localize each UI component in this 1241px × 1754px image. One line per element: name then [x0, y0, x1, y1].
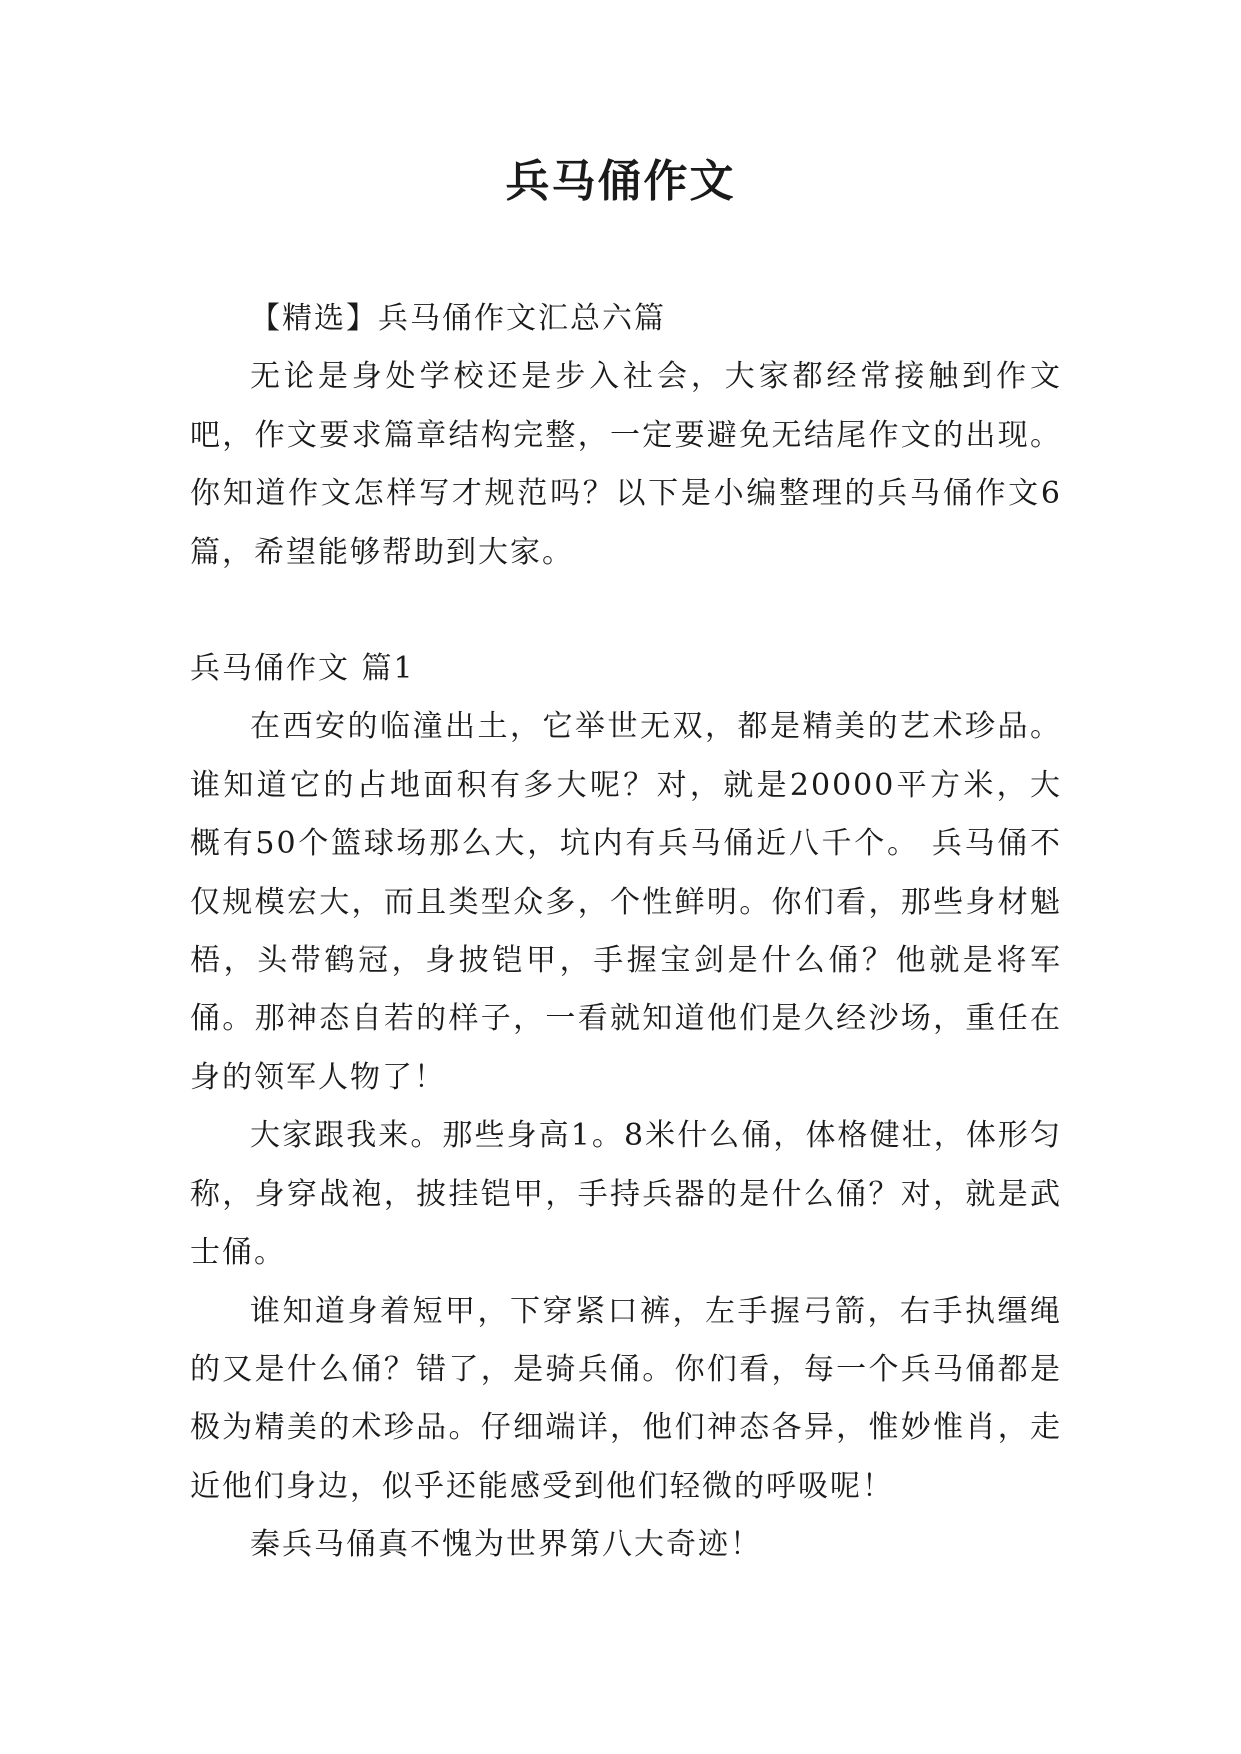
document-title: 兵马俑作文 — [505, 156, 736, 207]
document-body — [190, 290, 1062, 1575]
intro-subtitle: 【精选】兵马俑作文汇总六篇 — [250, 301, 666, 336]
essay-paragraph: 在西安的临潼出土，它举世无双，都是精美的艺术珍品。谁知道它的占地面积有多大呢？对，就是20000平方米，大概有50个篮球场那么大，坑内有兵马俑近八千个。 兵马俑不仅规模宏大，而且类型众多，个性鲜明。你们看，那些身材魁梧，头带鹤冠，身披铠甲，手握宝剑是什么俑？他就是将军俑。那神态自若的样子，一看就知道他们是久经沙场，重任在身的领军人物了！ — [190, 709, 1062, 1095]
essay-heading: 兵马俑作文 篇1 — [190, 651, 415, 687]
intro-paragraph: 无论是身处学校还是步入社会，大家都经常接触到作文吧，作文要求篇章结构完整，一定要避免无结尾作文的出现。你知道作文怎样写才规范吗？以下是小编整理的兵马俑作文6篇，希望能够帮助到大家。 — [190, 359, 1062, 570]
section-spacer — [190, 582, 1062, 640]
essay-paragraph: 大家跟我来。那些身高1。8米什么俑，体格健壮，体形匀称，身穿战袍，披挂铠甲，手持兵器的是什么俑？对，就是武士俑。 — [190, 1118, 1062, 1271]
essay-paragraph: 秦兵马俑真不愧为世界第八大奇迹！ — [250, 1527, 762, 1563]
essay-paragraph: 谁知道身着短甲，下穿紧口裤，左手握弓箭，右手执缰绳的又是什么俑？错了，是骑兵俑。你们看，每一个兵马俑都是极为精美的术珍品。仔细端详，他们神态各异，惟妙惟肖，走近他们身边，似乎还能感受到他们轻微的呼吸呢！ — [190, 1293, 1062, 1504]
